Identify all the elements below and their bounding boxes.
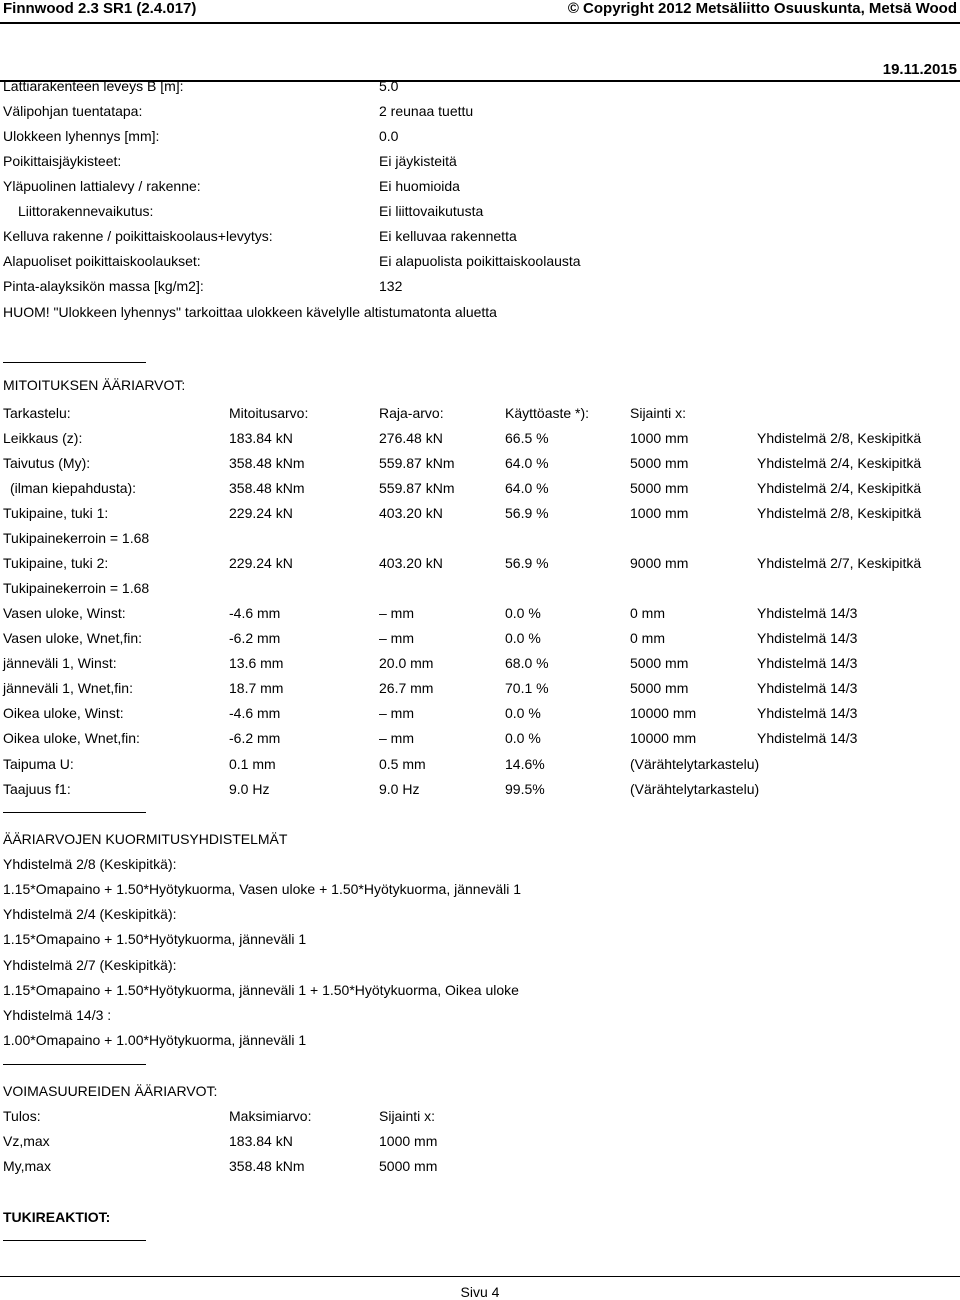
col-header: Tarkastelu: [3, 405, 71, 421]
limits-cell: (Värähtelytarkastelu) [630, 756, 760, 772]
limits-cell: Yhdistelmä 2/4, Keskipitkä [757, 455, 922, 471]
limits-cell: 5000 mm [630, 680, 689, 696]
limits-cell: Tukipainekerroin = 1.68 [3, 580, 150, 596]
document-date: 19.11.2015 [882, 61, 957, 78]
limits-cell: 229.24 kN [229, 505, 293, 521]
limits-cell: 14.6% [505, 756, 545, 772]
limits-cell: jänneväli 1, Wnet,fin: [3, 680, 133, 696]
separator-line [3, 812, 146, 813]
param-value: Ei alapuolista poikittaiskoolausta [379, 253, 581, 269]
combo-text: 1.15*Omapaino + 1.50*Hyötykuorma, jänneväli 1 [3, 931, 307, 947]
param-row [0, 228, 960, 252]
col-header: Sijainti x: [379, 1108, 436, 1124]
param-row [0, 203, 960, 227]
limits-cell: 0.0 % [505, 605, 541, 621]
limits-cell: 276.48 kN [379, 430, 443, 446]
limits-cell: Oikea uloke, Wnet,fin: [3, 730, 140, 746]
limits-cell: jänneväli 1, Winst: [3, 655, 117, 671]
limits-cell: 64.0 % [505, 455, 549, 471]
forces-cell: Vz,max [3, 1133, 50, 1149]
limits-row [0, 505, 960, 529]
limits-cell: Yhdistelmä 14/3 [757, 605, 858, 621]
limits-cell: 5000 mm [630, 455, 689, 471]
limits-cell: 1000 mm [630, 430, 689, 446]
param-value: 5.0 [379, 78, 399, 94]
limits-cell: Yhdistelmä 14/3 [757, 730, 858, 746]
param-row [0, 78, 960, 102]
forces-header-row [0, 1108, 960, 1132]
param-value: 0.0 [379, 128, 399, 144]
document-header [0, 0, 960, 22]
param-row [0, 253, 960, 277]
limits-row [0, 756, 960, 780]
col-header: Maksimiarvo: [229, 1108, 312, 1124]
combo-text: Yhdistelmä 2/7 (Keskipitkä): [3, 957, 177, 973]
forces-cell: 5000 mm [379, 1158, 438, 1174]
limits-cell: Tukipainekerroin = 1.68 [3, 530, 150, 546]
limits-cell: (Värähtelytarkastelu) [630, 781, 760, 797]
limits-row [0, 455, 960, 479]
limits-cell: – mm [379, 630, 414, 646]
limits-row [0, 430, 960, 454]
param-label: Pinta-alayksikön massa [kg/m2]: [3, 278, 204, 294]
limits-cell: – mm [379, 705, 414, 721]
limits-cell: 10000 mm [630, 730, 697, 746]
note-text: HUOM! "Ulokkeen lyhennys" tarkoittaa ulokkeen kävelylle altistumatonta aluetta [3, 304, 497, 320]
limits-cell: 64.0 % [505, 480, 549, 496]
param-value: Ei jäykisteitä [379, 153, 457, 169]
limits-cell: Taipuma U: [3, 756, 74, 772]
limits-cell: – mm [379, 605, 414, 621]
forces-cell: 183.84 kN [229, 1133, 293, 1149]
limits-row [0, 605, 960, 629]
limits-cell: Tukipaine, tuki 1: [3, 505, 109, 521]
limits-cell: Yhdistelmä 14/3 [757, 680, 858, 696]
separator-line [3, 362, 146, 363]
param-label: Ulokkeen lyhennys [mm]: [3, 128, 160, 144]
combo-text: 1.15*Omapaino + 1.50*Hyötykuorma, Vasen uloke + 1.50*Hyötykuorma, jänneväli 1 [3, 881, 522, 897]
limits-row [0, 555, 960, 579]
limits-cell: 99.5% [505, 781, 545, 797]
limits-cell: -4.6 mm [229, 605, 281, 621]
limits-row [0, 530, 960, 554]
param-value: Ei liittovaikutusta [379, 203, 484, 219]
col-header: Mitoitusarvo: [229, 405, 309, 421]
param-label: Kelluva rakenne / poikittaiskoolaus+levytys: [3, 228, 273, 244]
limits-cell: 0 mm [630, 605, 665, 621]
separator-line [3, 1064, 146, 1065]
note-row [0, 304, 960, 328]
combo-line [0, 931, 960, 955]
col-header: Tulos: [3, 1108, 41, 1124]
param-value: Ei kelluvaa rakennetta [379, 228, 517, 244]
limits-cell: Oikea uloke, Winst: [3, 705, 124, 721]
param-value: 2 reunaa tuettu [379, 103, 474, 119]
limits-cell: Yhdistelmä 14/3 [757, 630, 858, 646]
combo-line [0, 957, 960, 981]
limits-cell: 358.48 kNm [229, 480, 305, 496]
limits-cell: 1000 mm [630, 505, 689, 521]
limits-cell: 403.20 kN [379, 505, 443, 521]
combo-line [0, 982, 960, 1006]
limits-cell: 183.84 kN [229, 430, 293, 446]
limits-cell: 559.87 kNm [379, 480, 455, 496]
limits-cell: 0.0 % [505, 730, 541, 746]
limits-cell: 0.1 mm [229, 756, 276, 772]
param-label: Välipohjan tuentatapa: [3, 103, 143, 119]
limits-heading: MITOITUKSEN ÄÄRIARVOT: [3, 377, 186, 393]
param-value: Ei huomioida [379, 178, 460, 194]
limits-cell: 229.24 kN [229, 555, 293, 571]
limits-cell: 18.7 mm [229, 680, 284, 696]
limits-cell: 10000 mm [630, 705, 697, 721]
limits-cell: 5000 mm [630, 480, 689, 496]
limits-cell: -6.2 mm [229, 730, 281, 746]
param-label: Poikittaisjäykisteet: [3, 153, 122, 169]
reactions-heading: TUKIREAKTIOT: [3, 1209, 111, 1225]
limits-cell: 9.0 Hz [229, 781, 270, 797]
limits-cell: 66.5 % [505, 430, 549, 446]
limits-cell: Yhdistelmä 14/3 [757, 655, 858, 671]
limits-cell: Leikkaus (z): [3, 430, 83, 446]
limits-cell: 403.20 kN [379, 555, 443, 571]
combo-line [0, 881, 960, 905]
limits-row [0, 480, 960, 504]
limits-cell: Taajuus f1: [3, 781, 71, 797]
combo-line [0, 1032, 960, 1056]
limits-cell: (ilman kiepahdusta): [10, 480, 137, 496]
limits-cell: -6.2 mm [229, 630, 281, 646]
limits-cell: Taivutus (My): [3, 455, 91, 471]
limits-cell: 358.48 kNm [229, 455, 305, 471]
forces-heading: VOIMASUUREIDEN ÄÄRIARVOT: [3, 1083, 218, 1099]
limits-row [0, 781, 960, 805]
combo-line [0, 906, 960, 930]
limits-cell: 20.0 mm [379, 655, 434, 671]
param-value: 132 [379, 278, 403, 294]
limits-cell: – mm [379, 730, 414, 746]
limits-cell: 559.87 kNm [379, 455, 455, 471]
limits-cell: Yhdistelmä 14/3 [757, 705, 858, 721]
limits-cell: 26.7 mm [379, 680, 434, 696]
limits-cell: 9000 mm [630, 555, 689, 571]
param-label: Yläpuolinen lattialevy / rakenne: [3, 178, 201, 194]
copyright: © Copyright 2012 Metsäliitto Osuuskunta, Metsä Wood [567, 0, 957, 17]
limits-row [0, 655, 960, 679]
forces-cell: My,max [3, 1158, 51, 1174]
limits-cell: 68.0 % [505, 655, 549, 671]
limits-row [0, 705, 960, 729]
col-header: Sijainti x: [630, 405, 687, 421]
param-row [0, 278, 960, 302]
limits-row [0, 730, 960, 754]
limits-header-row [0, 405, 960, 429]
limits-cell: Vasen uloke, Winst: [3, 605, 126, 621]
limits-cell: 5000 mm [630, 655, 689, 671]
footer-divider [0, 1276, 960, 1277]
limits-cell: 56.9 % [505, 555, 549, 571]
col-header: Käyttöaste *): [505, 405, 590, 421]
param-label: Lattiarakenteen leveys B [m]: [3, 78, 184, 94]
forces-row [0, 1158, 960, 1182]
limits-row [0, 680, 960, 704]
param-row [0, 178, 960, 202]
limits-cell: Tukipaine, tuki 2: [3, 555, 109, 571]
limits-cell: Yhdistelmä 2/8, Keskipitkä [757, 430, 922, 446]
combo-text: 1.00*Omapaino + 1.00*Hyötykuorma, jänneväli 1 [3, 1032, 307, 1048]
param-label: Liittorakennevaikutus: [18, 203, 154, 219]
limits-cell: 9.0 Hz [379, 781, 420, 797]
param-row [0, 153, 960, 177]
limits-cell: Yhdistelmä 2/4, Keskipitkä [757, 480, 922, 496]
limits-cell: Vasen uloke, Wnet,fin: [3, 630, 143, 646]
limits-cell: 0.0 % [505, 630, 541, 646]
param-row [0, 103, 960, 127]
combo-text: Yhdistelmä 2/4 (Keskipitkä): [3, 906, 177, 922]
limits-cell: 13.6 mm [229, 655, 284, 671]
combo-line [0, 856, 960, 880]
combo-text: 1.15*Omapaino + 1.50*Hyötykuorma, jänneväli 1 + 1.50*Hyötykuorma, Oikea uloke [3, 982, 519, 998]
limits-cell: 0.0 % [505, 705, 541, 721]
param-label: Alapuoliset poikittaiskoolaukset: [3, 253, 201, 269]
forces-cell: 358.48 kNm [229, 1158, 305, 1174]
header-divider [0, 22, 960, 24]
page-number: Sivu 4 [460, 1284, 500, 1300]
limits-cell: Yhdistelmä 2/8, Keskipitkä [757, 505, 922, 521]
limits-cell: 0.5 mm [379, 756, 426, 772]
app-title: Finnwood 2.3 SR1 (2.4.017) [3, 0, 197, 17]
limits-cell: 70.1 % [505, 680, 549, 696]
combo-text: Yhdistelmä 14/3 : [3, 1007, 112, 1023]
limits-cell: 0 mm [630, 630, 665, 646]
combos-heading: ÄÄRIARVOJEN KUORMITUSYHDISTELMÄT [3, 831, 288, 847]
combo-line [0, 1007, 960, 1031]
limits-cell: Yhdistelmä 2/7, Keskipitkä [757, 555, 922, 571]
separator-line [3, 1240, 146, 1241]
combo-text: Yhdistelmä 2/8 (Keskipitkä): [3, 856, 177, 872]
limits-row [0, 580, 960, 604]
limits-cell: 56.9 % [505, 505, 549, 521]
forces-row [0, 1133, 960, 1157]
limits-cell: -4.6 mm [229, 705, 281, 721]
limits-row [0, 630, 960, 654]
param-row [0, 128, 960, 152]
forces-cell: 1000 mm [379, 1133, 438, 1149]
col-header: Raja-arvo: [379, 405, 444, 421]
